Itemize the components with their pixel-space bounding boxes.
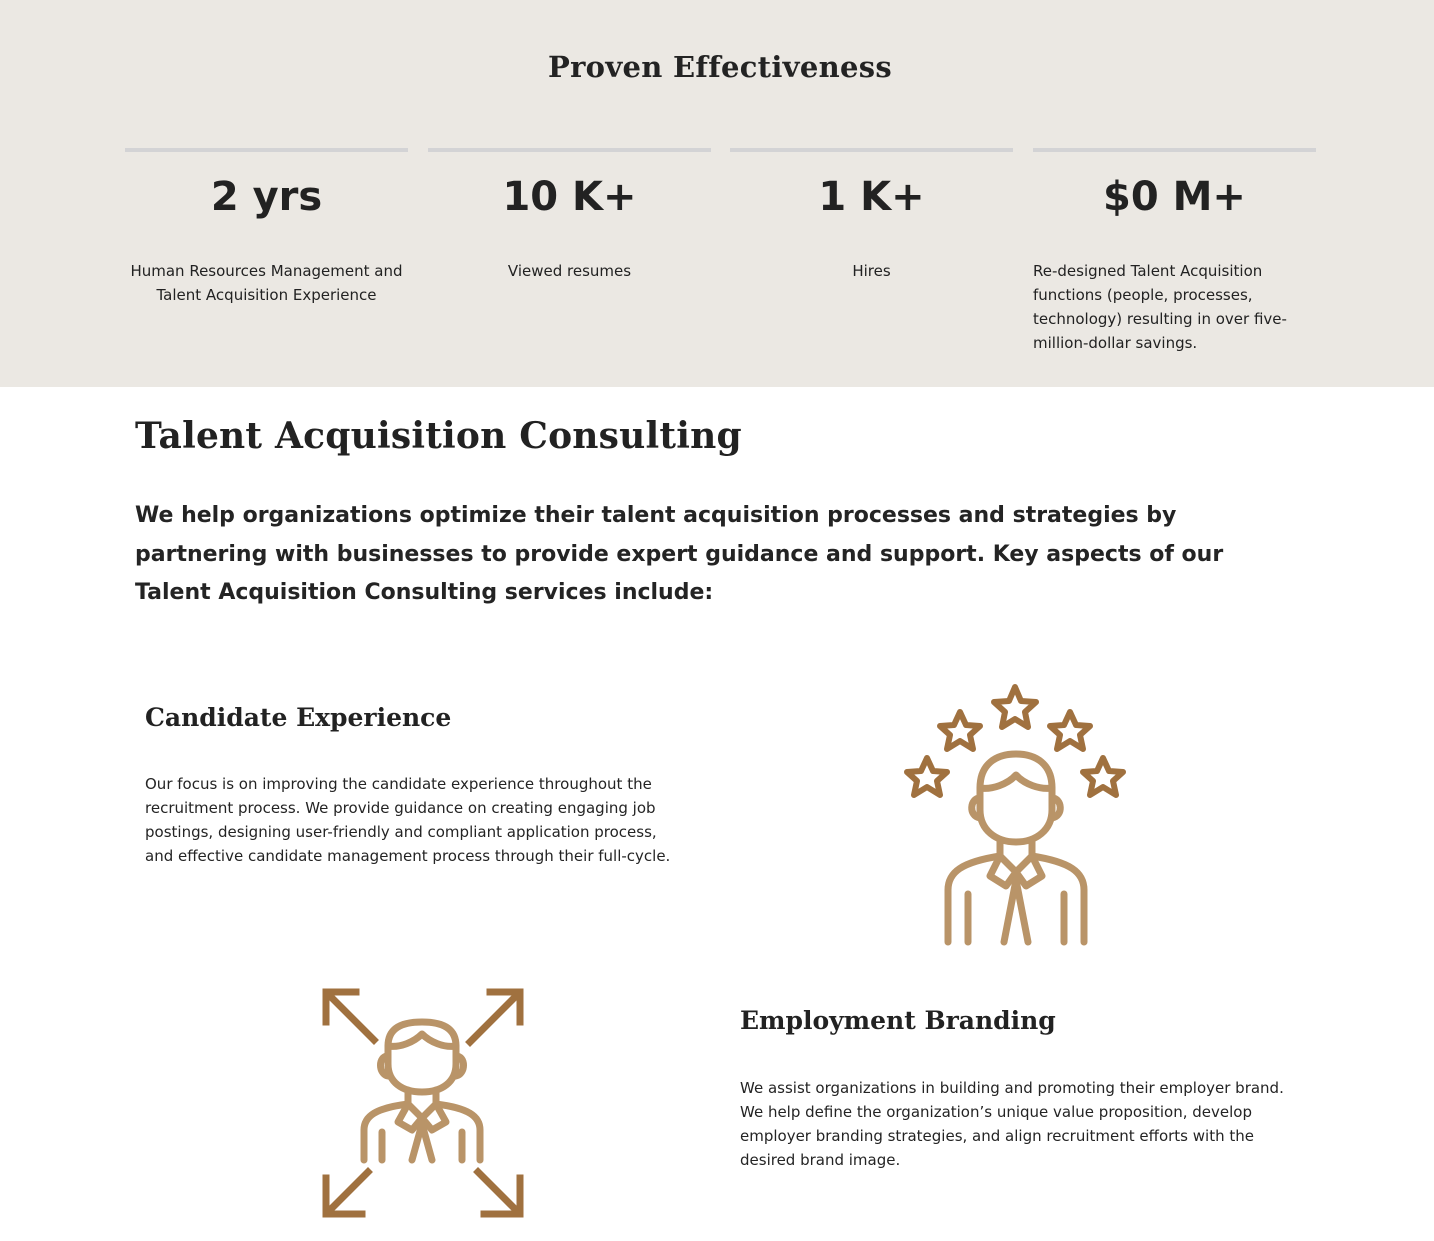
page-title: Talent Acquisition Consulting bbox=[135, 415, 742, 457]
divider bbox=[1033, 148, 1316, 152]
star-icon bbox=[1050, 712, 1090, 749]
star-icon bbox=[1083, 758, 1123, 795]
star-icon bbox=[940, 712, 980, 749]
stat-description: Viewed resumes bbox=[507, 262, 632, 280]
arrow-up-left-icon bbox=[326, 992, 374, 1040]
service-title: Candidate Experience bbox=[145, 703, 452, 732]
person-with-arrows-icon bbox=[318, 984, 528, 1224]
star-icon bbox=[994, 687, 1036, 727]
section-heading: Proven Effectiveness bbox=[548, 50, 892, 84]
arrow-up-right-icon bbox=[470, 992, 520, 1042]
arrow-down-left-icon bbox=[326, 1172, 368, 1214]
divider bbox=[428, 148, 711, 152]
stat-description: Re-designed Talent Acquisition functions (people, processes, technology) resulting in over five-million-dollar savings. bbox=[1033, 262, 1287, 352]
stat-description: Hires bbox=[852, 262, 891, 280]
intro-paragraph: We help organizations optimize their talent acquisition processes and strategies by partnering with businesses to provide expert guidance and support. Key aspects of our Talent Acquisition Consulting services include: bbox=[135, 503, 1224, 605]
star-icon bbox=[907, 758, 947, 795]
divider bbox=[125, 148, 408, 152]
stat-item bbox=[125, 148, 408, 307]
stat-description: Human Resources Management and Talent Acquisition Experience bbox=[130, 262, 403, 304]
effectiveness-section bbox=[0, 0, 1434, 387]
stat-value: $0 M+ bbox=[1103, 174, 1246, 220]
stat-item bbox=[1033, 148, 1316, 355]
arrow-down-right-icon bbox=[478, 1172, 520, 1214]
stat-item bbox=[730, 148, 1013, 283]
stat-value: 1 K+ bbox=[818, 174, 925, 220]
service-title: Employment Branding bbox=[740, 1006, 1056, 1035]
service-description: We assist organizations in building and promoting their employer brand. We help define the organization’s unique value proposition, develop employer branding strategies, and align recruitment efforts with the desired brand image. bbox=[740, 1079, 1284, 1169]
stat-item bbox=[428, 148, 711, 283]
service-description: Our focus is on improving the candidate experience throughout the recruitment process. We provide guidance on creating engaging job postings, designing user-friendly and compliant application process, and effective candidate management process through their full-cycle. bbox=[145, 775, 671, 865]
divider bbox=[730, 148, 1013, 152]
person-with-stars-icon bbox=[896, 680, 1136, 950]
stat-value: 2 yrs bbox=[210, 174, 323, 220]
stat-value: 10 K+ bbox=[502, 174, 637, 220]
